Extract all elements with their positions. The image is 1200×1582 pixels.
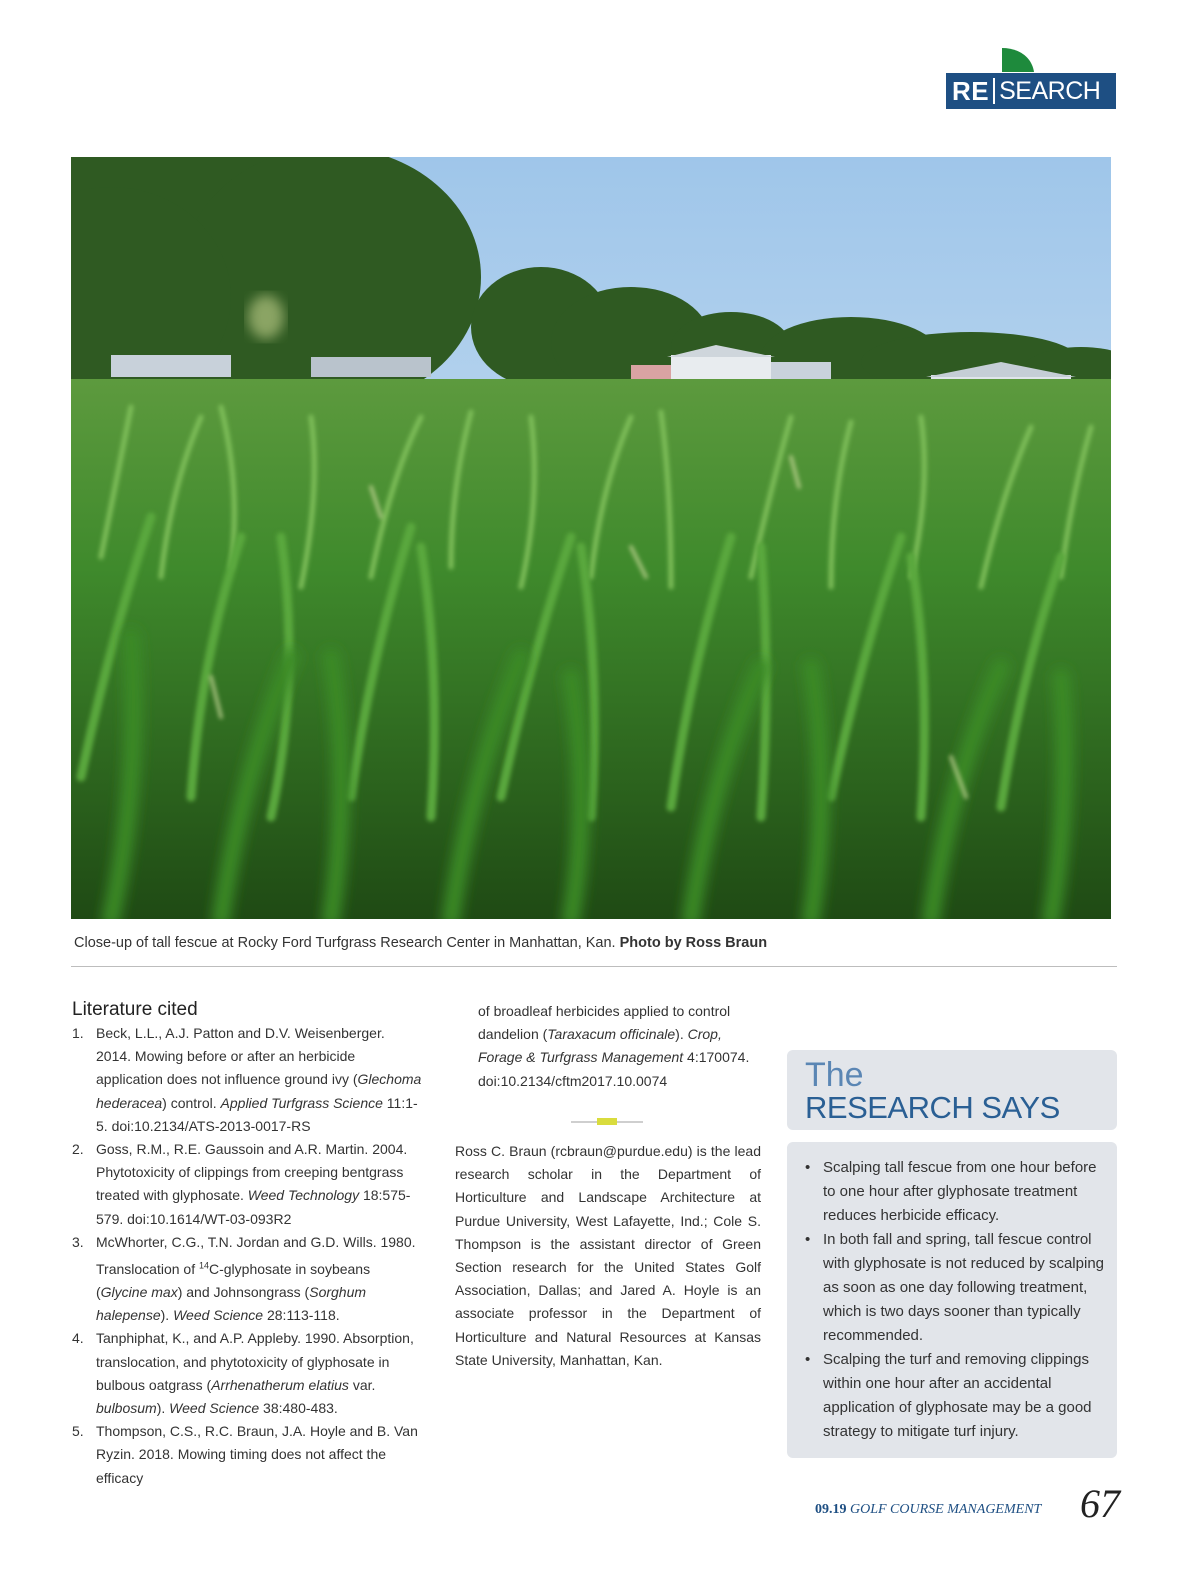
reference-item [72,1138,422,1231]
magazine-name: GOLF COURSE MANAGEMENT [850,1502,1042,1517]
page-number: 67 [1080,1481,1120,1526]
reference-number: 2. [72,1141,84,1158]
research-says-the: The [805,1056,864,1094]
literature-heading: Literature cited [72,999,198,1020]
reference-text: Beck, L.L., A.J. Patton and D.V. Weisenberger. 2014. Mowing before or after an herbicide application does not influence ground ivy (Glechoma hederacea) control. Applied Turfgrass Science 11:1-5. doi:10.2134/ATS-2013-0017-RS [96,1025,422,1134]
badge-box [946,73,1116,109]
reference-text: Thompson, C.S., R.C. Braun, J.A. Hoyle and B. Van Ryzin. 2018. Mowing timing does not affect the efficacy [96,1423,418,1486]
reference-continuation: of broadleaf herbicides applied to control dandelion (Taraxacum officinale). Crop, Forage & Turfgrass Management 4:170074. doi:10.2134/cftm2017.10.0074 [478,1003,750,1089]
reference-text: Goss, R.M., R.E. Gaussoin and A.R. Martin. 2004. Phytotoxicity of clippings from creeping bentgrass treated with glyphosate. Weed Technology 18:575-579. doi:10.1614/WT-03-093R2 [96,1141,411,1227]
reference-item [72,1022,422,1138]
reference-item [72,1420,422,1490]
reference-number: 3. [72,1233,84,1250]
photo-caption [74,935,1114,951]
research-says-bullet: • Scalping the turf and removing clippings within one hour after an accidental application of glyphosate may be a good strategy to mitigate turf injury. [805,1348,1105,1444]
tall-fescue-photo [71,157,1111,919]
issue-date: 09.19 [815,1502,847,1517]
research-says-title: RESEARCH SAYS [805,1090,1060,1125]
research-says-list [805,1156,1105,1444]
reference-item [72,1231,422,1327]
reference-list [72,1022,422,1490]
grass-field-illustration [71,157,1111,919]
reference-number: 5. [72,1423,84,1440]
caption-text: Close-up of tall fescue at Rocky Ford Turfgrass Research Center in Manhattan, Kan. [74,935,616,951]
badge-re-text: RE [952,75,990,106]
research-says-bullet: • In both fall and spring, tall fescue control with glyphosate is not reduced by scalping as soon as one day following treatment, which is two days sooner than typically recommended. [805,1228,1105,1348]
reference-text: McWhorter, C.G., T.N. Jordan and G.D. Wills. 1980. Translocation of $^{14}$C-glyphosate in soybeans (Glycine max) and Johnsongrass (Sorghum halepense). Weed Science 28:113-118. [96,1233,416,1324]
leaf-icon [1002,48,1034,72]
research-says-box [787,1142,1117,1458]
badge-divider [993,78,995,104]
page-footer [815,1502,1041,1518]
reference-number: 4. [72,1330,84,1347]
research-says-header [787,1050,1117,1130]
author-bio: Ross C. Braun (rcbraun@purdue.edu) is the lead research scholar in the Department of Horticulture and Landscape Architecture at Purdue University, West Lafayette, Ind.; Cole S. Thompson is the assistant director of Green Section research for the United States Golf Association, Dallas; and Jared A. Hoyle is an associate professor in the Department of Horticulture and Natural Resources at Kansas State University, Manhattan, Kan. [455,1143,761,1368]
photo-credit: Photo by Ross Braun [619,935,768,951]
divider-accent [597,1118,617,1125]
reference-number: 1. [72,1025,84,1041]
reference-item [72,1327,422,1420]
research-section-badge [946,48,1118,110]
reference-text: Tanphiphat, K., and A.P. Appleby. 1990. Absorption, translocation, and phytotoxicity of glyphosate in bulbous oatgrass (Arrhenatherum elatius var. bulbosum). Weed Science 38:480-483. [96,1330,414,1416]
research-says-bullet: • Scalping tall fescue from one hour before to one hour after glyphosate treatment reduces herbicide efficacy. [805,1156,1105,1228]
badge-search-text: SEARCH [999,76,1101,105]
caption-rule [71,966,1117,967]
